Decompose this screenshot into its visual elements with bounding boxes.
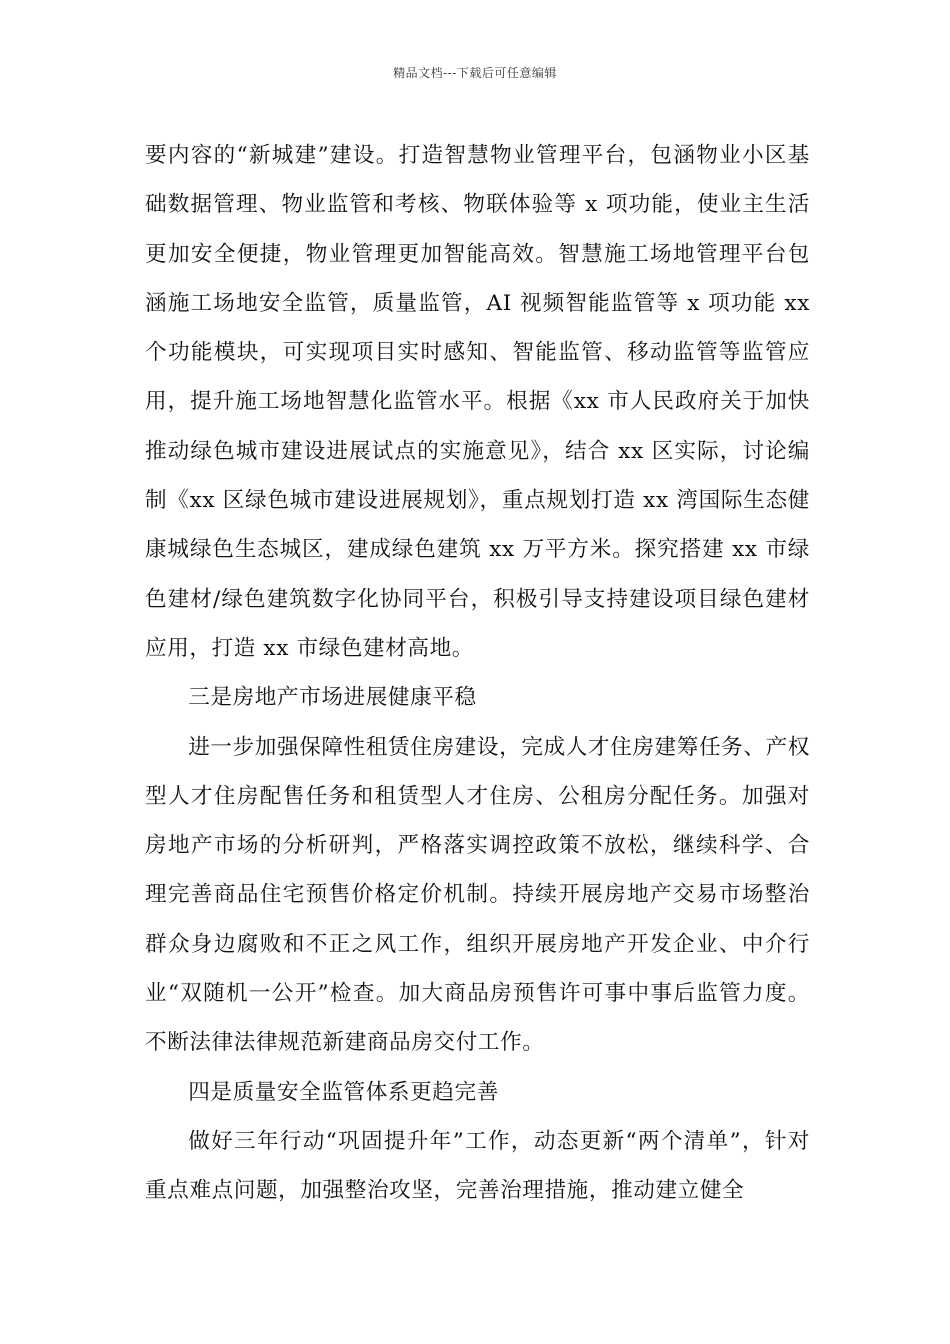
body-paragraph-3: 做好三年行动“巩固提升年”工作，动态更新“两个清单”，针对重点难点问题，加强整治攻坚，完善治理措施，推动建立健全 bbox=[145, 1128, 810, 1204]
section-heading-4: 四是质量安全监管体系更趋完善 bbox=[188, 1079, 499, 1105]
document-body bbox=[145, 131, 810, 1216]
body-paragraph-1: 要内容的“新城建”建设。打造智慧物业管理平台，包涵物业小区基础数据管理、物业监管和考核、物联体验等 x 项功能，使业主生活更加安全便捷，物业管理更加智能高效。智慧施工场地管理平台包涵施工场地安全监管，质量监管，AI 视频智能监管等 x 项功能 xx 个功能模块，可实现项目实时感知、智能监管、移动监管等监管应用，提升施工场地智慧化监管水平。根据《xx 市人民政府关于加快推动绿色城市建设进展试点的实施意见》，结合 xx 区实际，讨论编制《xx 区绿色城市建设进展规划》，重点规划打造 xx 湾国际生态健康城绿色生态城区，建成绿色建筑 xx 万平方米。探究搭建 xx 市绿色建材/绿色建筑数字化协同平台，积极引导支持建设项目绿色建材应用，打造 xx 市绿色建材高地。 bbox=[145, 143, 810, 661]
section-heading-3: 三是房地产市场进展健康平稳 bbox=[188, 685, 477, 711]
body-paragraph-2: 进一步加强保障性租赁住房建设，完成人才住房建筹任务、产权型人才住房配售任务和租赁型人才住房、公租房分配任务。加强对房地产市场的分析研判，严格落实调控政策不放松，继续科学、合理完善商品住宅预售价格定价机制。持续开展房地产交易市场整治群众身边腐败和不正之风工作，组织开展房地产开发企业、中介行业“双随机一公开”检查。加大商品房预售许可事中事后监管力度。不断法律法律规范新建商品房交付工作。 bbox=[145, 734, 810, 1056]
page-header: 精品文档---下载后可任意编辑 bbox=[393, 66, 557, 80]
